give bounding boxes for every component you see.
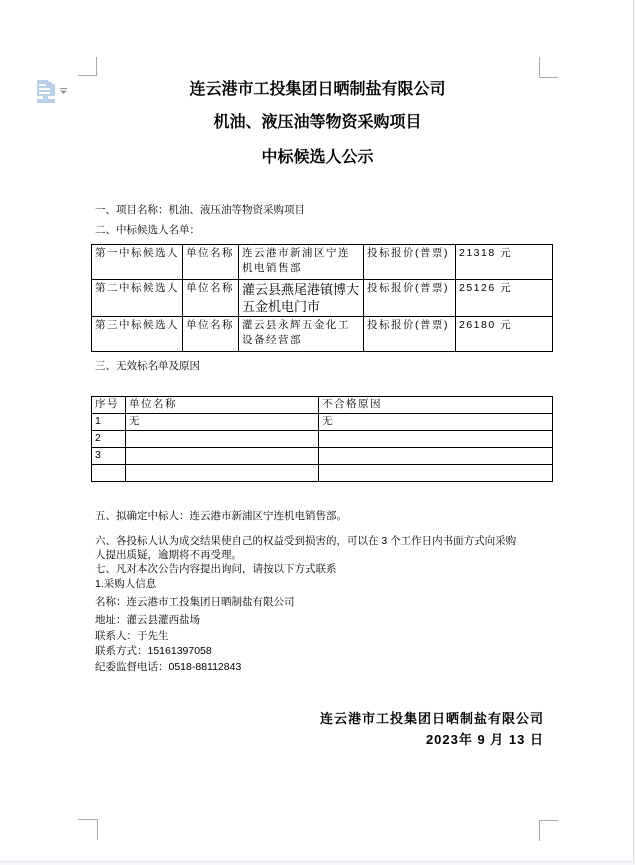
table-row xyxy=(92,245,553,280)
seq-cell: 2 xyxy=(92,431,126,448)
crop-mark-top-right xyxy=(539,57,558,78)
section-1-project-name: 一、项目名称：机油、液压油等物资采购项目 xyxy=(95,204,305,216)
unit-cell xyxy=(126,431,319,448)
unit-label: 单位名称 xyxy=(183,317,239,352)
table-row xyxy=(92,431,553,448)
candidate-price: 21318 元 xyxy=(456,245,553,280)
signature-date: 2023年 9 月 13 日 xyxy=(425,732,544,747)
price-label: 投标报价(普票) xyxy=(364,280,456,317)
crop-mark-bottom-left xyxy=(78,819,98,840)
candidates-table xyxy=(91,244,553,352)
unit-label: 单位名称 xyxy=(183,245,239,280)
table-row xyxy=(92,414,553,431)
unit-cell: 无 xyxy=(126,414,319,431)
purchaser-name: 名称：连云港市工投集团日晒制盐有限公司 xyxy=(95,596,295,608)
candidate-company: 灌云县燕尾港镇博大五金机电门市 xyxy=(239,280,364,317)
reason-cell: 无 xyxy=(319,414,553,431)
reason-cell xyxy=(319,431,553,448)
crop-mark-bottom-right xyxy=(539,820,558,841)
section-5-winner: 五、拟确定中标人：连云港市新浦区宁连机电销售部。 xyxy=(95,510,347,522)
seq-cell: 1 xyxy=(92,414,126,431)
invalid-bids-table xyxy=(91,396,553,482)
reason-cell xyxy=(319,448,553,465)
section-6-objection-line2: 人提出质疑，逾期将不再受理。 xyxy=(95,549,242,561)
table-row xyxy=(92,448,553,465)
contact-number: 联系方式：15161397058 xyxy=(95,645,212,657)
candidate-company: 连云港市新浦区宁连机电销售部 xyxy=(239,245,364,280)
candidate-rank: 第三中标候选人 xyxy=(92,317,183,352)
paste-options-icon xyxy=(36,79,57,104)
supervision-phone: 纪委监督电话：0518-88112843 xyxy=(95,661,242,673)
candidate-rank: 第一中标候选人 xyxy=(92,245,183,280)
price-label: 投标报价(普票) xyxy=(364,245,456,280)
section-2-candidates-heading: 二、中标候选人名单： xyxy=(95,224,200,236)
doc-title-project: 机油、液压油等物资采购项目 xyxy=(213,114,422,131)
table-row xyxy=(92,465,553,482)
table-row xyxy=(92,317,553,352)
section-6-objection-line1: 六、各投标人认为成交结果使自己的权益受到损害的，可以在 3 个工作日内书面方式向采购 xyxy=(95,535,517,547)
candidate-company: 灌云县永辉五金化工设备经营部 xyxy=(239,317,364,352)
seq-cell: 3 xyxy=(92,448,126,465)
unit-cell xyxy=(126,465,319,482)
table-row xyxy=(92,280,553,317)
col-header-seq: 序号 xyxy=(92,397,126,414)
paste-options-button[interactable] xyxy=(36,79,70,105)
section-3-invalid-heading: 三、无效标名单及原因 xyxy=(95,360,200,372)
price-label: 投标报价(普票) xyxy=(364,317,456,352)
section-7-contact-heading: 七、凡对本次公告内容提出询问，请按以下方式联系 xyxy=(95,563,337,575)
crop-mark-top-left xyxy=(78,57,97,76)
candidate-price: 25126 元 xyxy=(456,280,553,317)
doc-title-announcement: 中标候选人公示 xyxy=(261,149,374,166)
col-header-unit: 单位名称 xyxy=(126,397,319,414)
signature-company: 连云港市工投集团日晒制盐有限公司 xyxy=(319,711,544,726)
candidate-price: 26180 元 xyxy=(456,317,553,352)
candidate-rank: 第二中标候选人 xyxy=(92,280,183,317)
unit-cell xyxy=(126,448,319,465)
col-header-reason: 不合格原因 xyxy=(319,397,553,414)
chevron-down-icon[interactable] xyxy=(59,87,68,95)
signature-block xyxy=(184,708,544,750)
table-header-row xyxy=(92,397,553,414)
contact-person: 联系人：于先生 xyxy=(95,630,169,642)
purchaser-address: 地址：灌云县灌西盐场 xyxy=(95,614,200,626)
purchaser-info-heading: 1.采购人信息 xyxy=(95,578,157,590)
seq-cell xyxy=(92,465,126,482)
doc-title-company: 连云港市工投集团日晒制盐有限公司 xyxy=(189,81,446,98)
unit-label: 单位名称 xyxy=(183,280,239,317)
reason-cell xyxy=(319,465,553,482)
